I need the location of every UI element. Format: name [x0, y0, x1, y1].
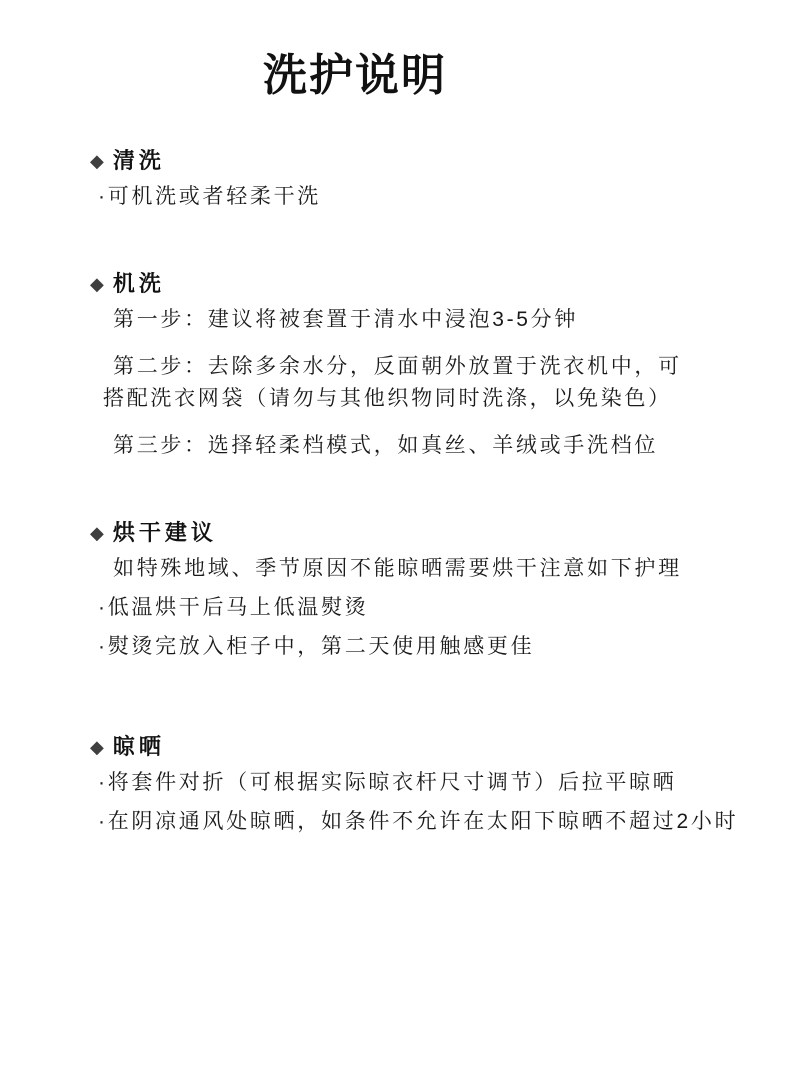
section-items — [90, 767, 770, 838]
care-item: ·在阴凉通风处晾晒，如条件不允许在太阳下晾晒不超过2小时 — [98, 809, 739, 833]
diamond-icon: ◆ — [90, 150, 104, 171]
section-heading-label: 机洗 — [112, 270, 165, 296]
section-sun-drying — [90, 733, 770, 838]
care-instructions-page — [0, 50, 790, 1087]
care-step-item: 第二步：去除多余水分，反面朝外放置于洗衣机中，可搭配洗衣网袋（请勿与其他织物同时洗涤，以免染色） — [103, 354, 682, 410]
care-item: ·低温烘干后马上低温熨烫 — [98, 595, 369, 619]
page-title: 洗护说明 — [263, 51, 447, 100]
care-item: ·熨烫完放入柜子中，第二天使用触感更佳 — [98, 634, 535, 658]
diamond-icon: ◆ — [90, 736, 104, 757]
care-item: ·可机洗或者轻柔干洗 — [98, 184, 321, 208]
section-heading — [90, 519, 770, 547]
section-heading-label: 烘干建议 — [112, 519, 217, 545]
section-machine-wash — [90, 270, 770, 462]
care-instructions-content — [0, 147, 790, 838]
section-heading — [90, 270, 770, 298]
section-heading — [90, 147, 770, 175]
section-items — [90, 553, 770, 663]
care-step-item: 第一步：建议将被套置于清水中浸泡3-5分钟 — [113, 307, 579, 331]
diamond-icon: ◆ — [90, 273, 104, 294]
care-step-item: 第三步：选择轻柔档模式，如真丝、羊绒或手洗档位 — [113, 433, 659, 457]
section-drying-advice — [90, 519, 770, 663]
section-heading — [90, 733, 770, 761]
section-items — [90, 304, 770, 462]
diamond-icon: ◆ — [90, 522, 104, 543]
section-heading-label: 清洗 — [112, 147, 165, 173]
care-note-item: 如特殊地域、季节原因不能晾晒需要烘干注意如下护理 — [113, 556, 682, 580]
care-item: ·将套件对折（可根据实际晾衣杆尺寸调节）后拉平晾晒 — [98, 770, 677, 794]
section-items — [90, 181, 770, 213]
section-cleaning — [90, 147, 770, 213]
section-heading-label: 晾晒 — [112, 733, 165, 759]
